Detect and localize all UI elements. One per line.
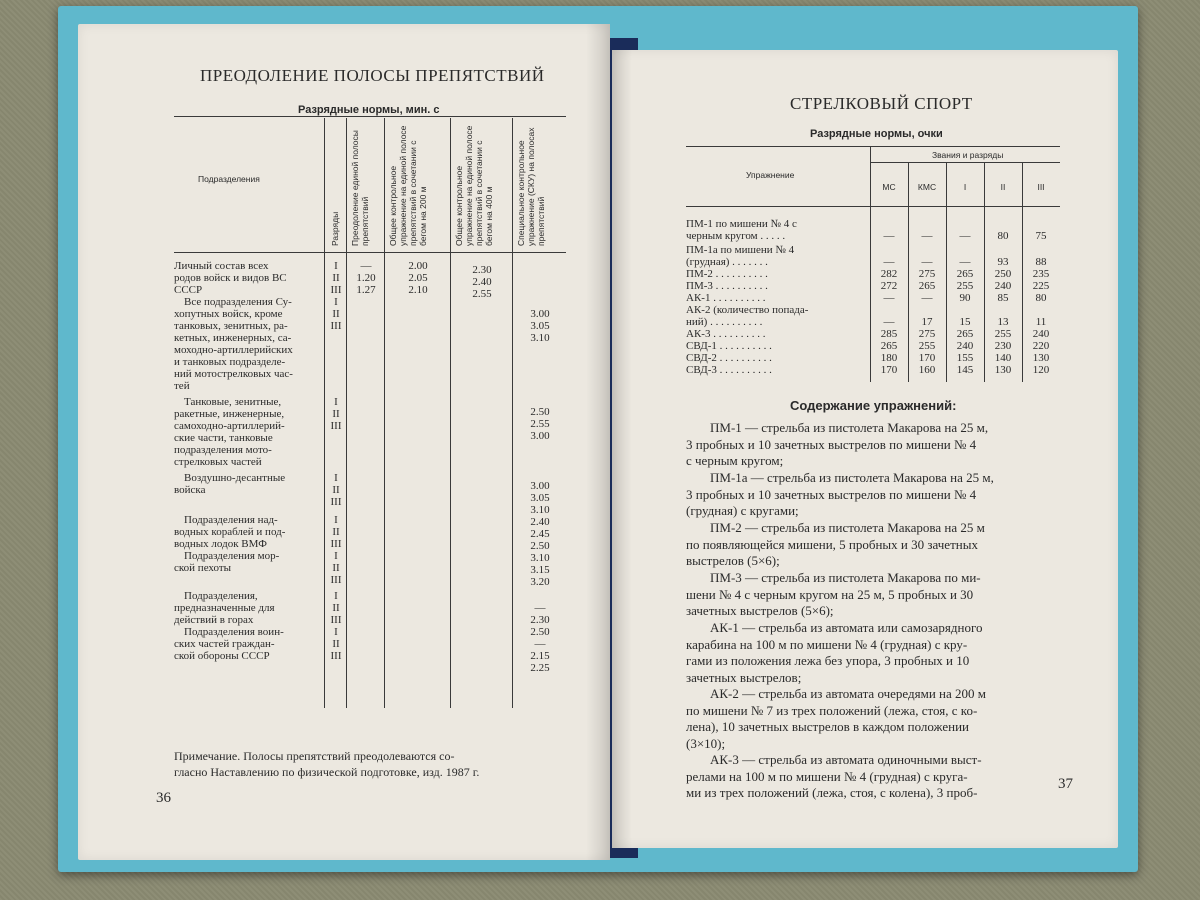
page-title: СТРЕЛКОВЫЙ СПОРТ [790, 94, 973, 113]
header-kms: КМС [917, 182, 937, 192]
header-group: Звания и разряды [932, 150, 1004, 160]
table-caption: Разрядные нормы, очки [810, 128, 943, 140]
exercise-description: ПМ-1а — стрельба из пистолета Макарова на 25 м, 3 пробных и 10 зачетных выстрелов по мишени № 4 (грудная) с кругами; [686, 470, 994, 518]
header-units: Подразделения [198, 174, 260, 184]
page-title: ПРЕОДОЛЕНИЕ ПОЛОСЫ ПРЕПЯТСТВИЙ [200, 66, 545, 85]
header-rank-2: II [1000, 182, 1006, 192]
header-rank-1: I [963, 182, 967, 192]
header-col2: Общее контрольное упражнение на единой полосе препятствий в сочетании с бегом на 200 м [388, 125, 428, 246]
header-exercise: Упражнение [746, 170, 795, 180]
table-caption: Разрядные нормы, мин. с [298, 104, 440, 116]
exercise-description: ПМ-3 — стрельба из пистолета Макарова по ми- шени № 4 с черным кругом на 25 м, 5 пробных и 30 зачетных выстрелов (5×6); [686, 570, 981, 618]
header-col4: Специальное контрольное упражнение (СКУ) на полосах препятствий [516, 127, 546, 246]
header-col3: Общее контрольное упражнение на единой полосе препятствий в сочетании с бегом на 400 м [454, 125, 494, 246]
header-rank-3: III [1037, 182, 1045, 192]
exercise-description: ПМ-1 — стрельба из пистолета Макарова на 25 м, 3 пробных и 10 зачетных выстрелов по мишени № 4 с черным кругом; [686, 420, 989, 468]
header-col1: Преодоление единой полосы препятствий [350, 130, 370, 246]
header-ms: МС [882, 182, 896, 192]
left-page: ПРЕОДОЛЕНИЕ ПОЛОСЫ ПРЕПЯТСТВИЙ Разрядные нормы, мин. с Подразделения Разряды Преодоление единой полосы препятствий Общее контрольное упражнение на единой полосе препятствий в сочетании с бегом на 200 м Общее контрольное упражнение на единой полосе препятствий в сочетании с бегом на 400 м Специальное контрольное упражнение (СКУ) на полосах препятствий Личный состав всех родов войск и видов ВС СССР Все подразделения Су- хопутных войск, кроме танковых, зенитных, ра- кетных, инженерных, са- моходно-артиллерийских и танковых подразделе- ний мотострелковых час- тей Танковые, зенитные, ракетные, инженерные, самоходно-артиллерий- ские части, танковые подразделения мото- стрелковых частей Воздушно-десантные войска Подразделения над- водных кораблей и под- водных лодок ВМФ Подразделения мор- ской пехоты Подразделения, предназначенные для действий в горах Подразделения воин- ских частей граждан- ской обороны СССР I II III I II III I II III I II III I II III I II III I II III I II III — 1.20 1.27 2.00 2.05 2.10 2.30 2.40 2.55 3.00 3.05 3.10 2.50 2.55 3.00 3.00 3.05 3.10 2.40 2.45 2.50 3.10 3.15 3.20 — 2.30 2.50 — 2.15 2.25 Примечание. Полосы препятствий преодолеваются со- гласно Наставлению по физической подготовке, изд. 1987 г. 36 [78, 24, 610, 860]
page-number: 37 [1058, 776, 1073, 792]
content-heading: Содержание упражнений: [790, 398, 957, 413]
header-ranks: Разряды [330, 211, 340, 246]
exercise-description: АК-3 — стрельба из автомата одиночными выст- релами на 100 м по мишени № 4 (грудная) с круга- ми из трех положений (лежа, стоя, с колена), 3 проб- [686, 752, 982, 800]
exercise-description: АК-1 — стрельба из автомата или самозарядного карабина на 100 м по мишени № 4 (грудная) с кру- гами из положения лежа без упора, 3 пробных и 10 зачетных выстрелов; [686, 620, 983, 685]
footnote: Примечание. Полосы препятствий преодолеваются со- гласно Наставлению по физической подготовке, изд. 1987 г. [174, 749, 480, 779]
exercise-description: ПМ-2 — стрельба из пистолета Макарова на 25 м по появляющейся мишени, 5 пробных и 30 зачетных выстрелов (5×6); [686, 520, 985, 568]
exercise-description: АК-2 — стрельба из автомата очередями на 200 м по мишени № 7 из трех положений (лежа, стоя, с ко- лена), 10 зачетных выстрелов в каждом положении (3×10); [686, 686, 986, 751]
page-number: 36 [156, 790, 171, 806]
right-page: СТРЕЛКОВЫЙ СПОРТ Разрядные нормы, очки Упражнение Звания и разряды МС КМС I II III ПМ-1 по мишени № 4 с черным кругом . . . . . — — — 80 75 ПМ-1а по мишени № 4 (грудная) . . . . . . . — — — 93 88 ПМ-2 . . . . . . . . . . 282 275 265 250 235 ПМ-3 . . . . . . . . . . 272 265 255 240 225 АК-1 . . . . . . . . . . — — 90 85 80 АК-2 (количество попада- ний) . . . . . . . . . . — 17 15 13 11 АК-3 . . . . . . . . . . 285 275 265 255 240 СВД-1 . . . . . . . . . . 265 255 240 230 220 СВД-2 . . . . . . . . . . 180 170 155 140 130 СВД-3 . . . . . . . . . . 170 160 145 130 120 Содержание упражнений: ПМ-1 — стрельба из пистолета Макарова на 25 м, 3 пробных и 10 зачетных выстрелов по мишени № 4 с черным кругом; ПМ-1а — стрельба из пистолета Макарова на 25 м, 3 пробных и 10 зачетных выстрелов по мишени № 4 (грудная) с кругами; ПМ-2 — стрельба из пистолета Макарова на 25 м по появляющейся мишени, 5 пробных и 30 зачетных выстрелов (5×6); ПМ-3 — стрельба из пистолета Макарова по ми- шени № 4 с черным кругом на 25 м, 5 пробных и 30 зачетных выстрелов (5×6); АК-1 — стрельба из автомата или самозарядного карабина на 100 м по мишени № 4 (грудная) с кру- гами из положения лежа без упора, 3 пробных и 10 зачетных выстрелов; АК-2 — стрельба из автомата очередями на 200 м по мишени № 7 из трех положений (лежа, стоя, с ко- лена), 10 зачетных выстрелов в каждом положении (3×10); АК-3 — стрельба из автомата одиночными выст- релами на 100 м по мишени № 4 (грудная) с круга- ми из трех положений (лежа, стоя, с колена), 3 проб- 37 [612, 50, 1118, 848]
